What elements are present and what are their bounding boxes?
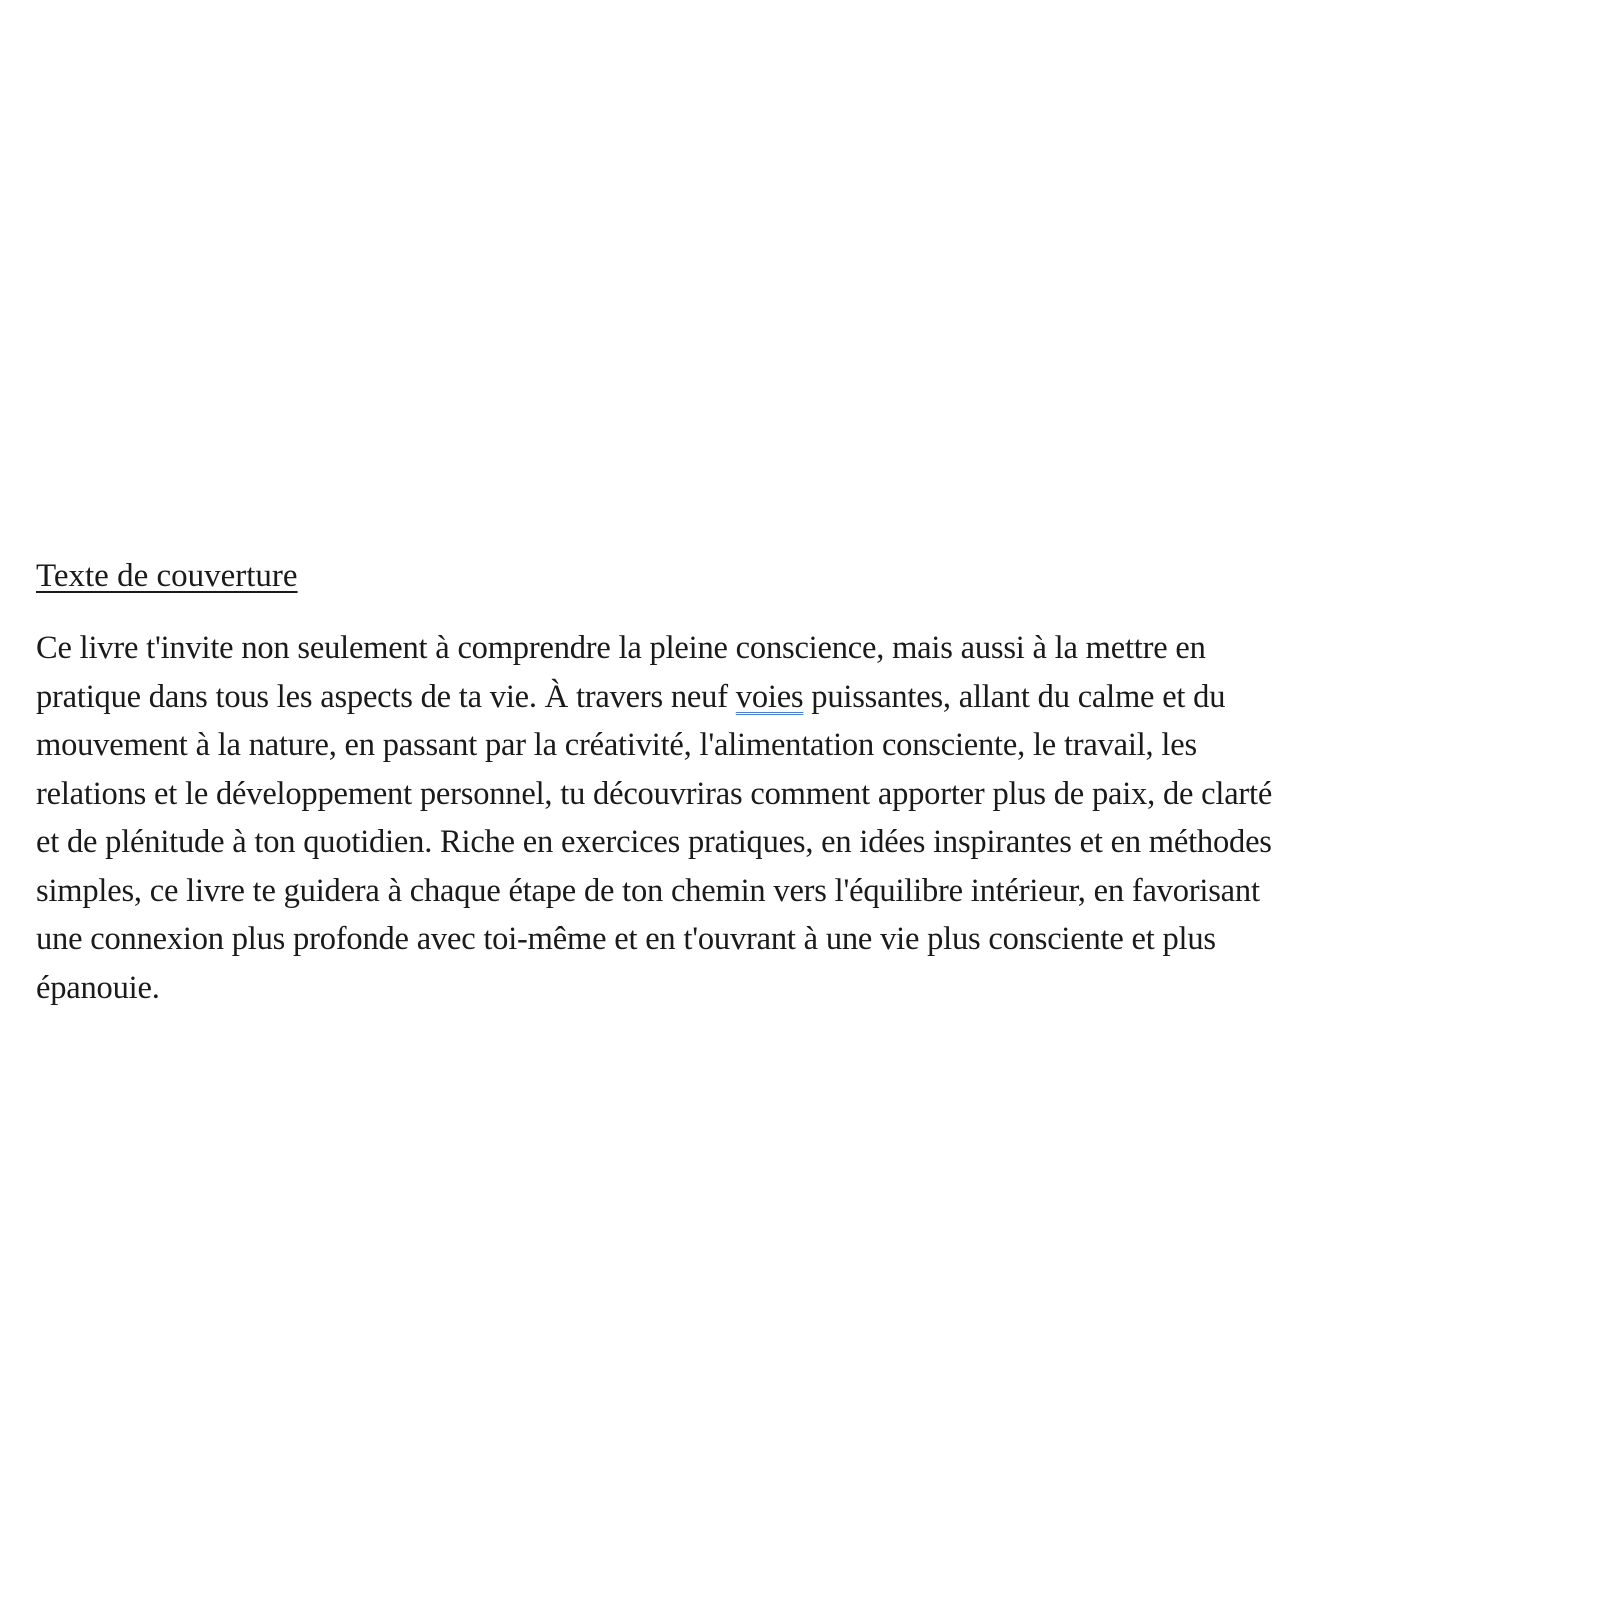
document-body[interactable]: [36, 548, 1576, 1012]
paragraph-line-2-end: puissantes, allant du calme et du: [803, 678, 1226, 715]
cover-text-heading: Texte de couverture: [36, 558, 298, 594]
paragraph-line-6: simples, ce livre te guidera à chaque étape de ton chemin vers l'équilibre intérieur, en favorisant: [36, 872, 1260, 909]
paragraph-line-7: une connexion plus profonde avec toi-même et en t'ouvrant à une vie plus consciente et plus: [36, 921, 1216, 957]
grammar-flagged-word[interactable]: voies: [735, 678, 804, 715]
paragraph-line-1: Ce livre t'invite non seulement à comprendre la pleine conscience, mais aussi à la mettre en: [36, 630, 1206, 666]
paragraph-line-5: et de plénitude à ton quotidien. Riche en exercices pratiques, en idées inspirantes et en méthodes: [36, 824, 1272, 860]
paragraph-line-2-start: pratique dans tous les aspects de ta vie. À travers neuf: [36, 678, 736, 715]
paragraph-line-8: épanouie.: [36, 969, 160, 1006]
paragraph-line-3: mouvement à la nature, en passant par la créativité, l'alimentation consciente, le travail, les: [36, 727, 1197, 763]
paragraph-line-2: [36, 673, 1576, 722]
cover-text-paragraph[interactable]: [36, 624, 1576, 1012]
paragraph-line-4: relations et le développement personnel, tu découvriras comment apporter plus de paix, de clarté: [36, 775, 1273, 812]
